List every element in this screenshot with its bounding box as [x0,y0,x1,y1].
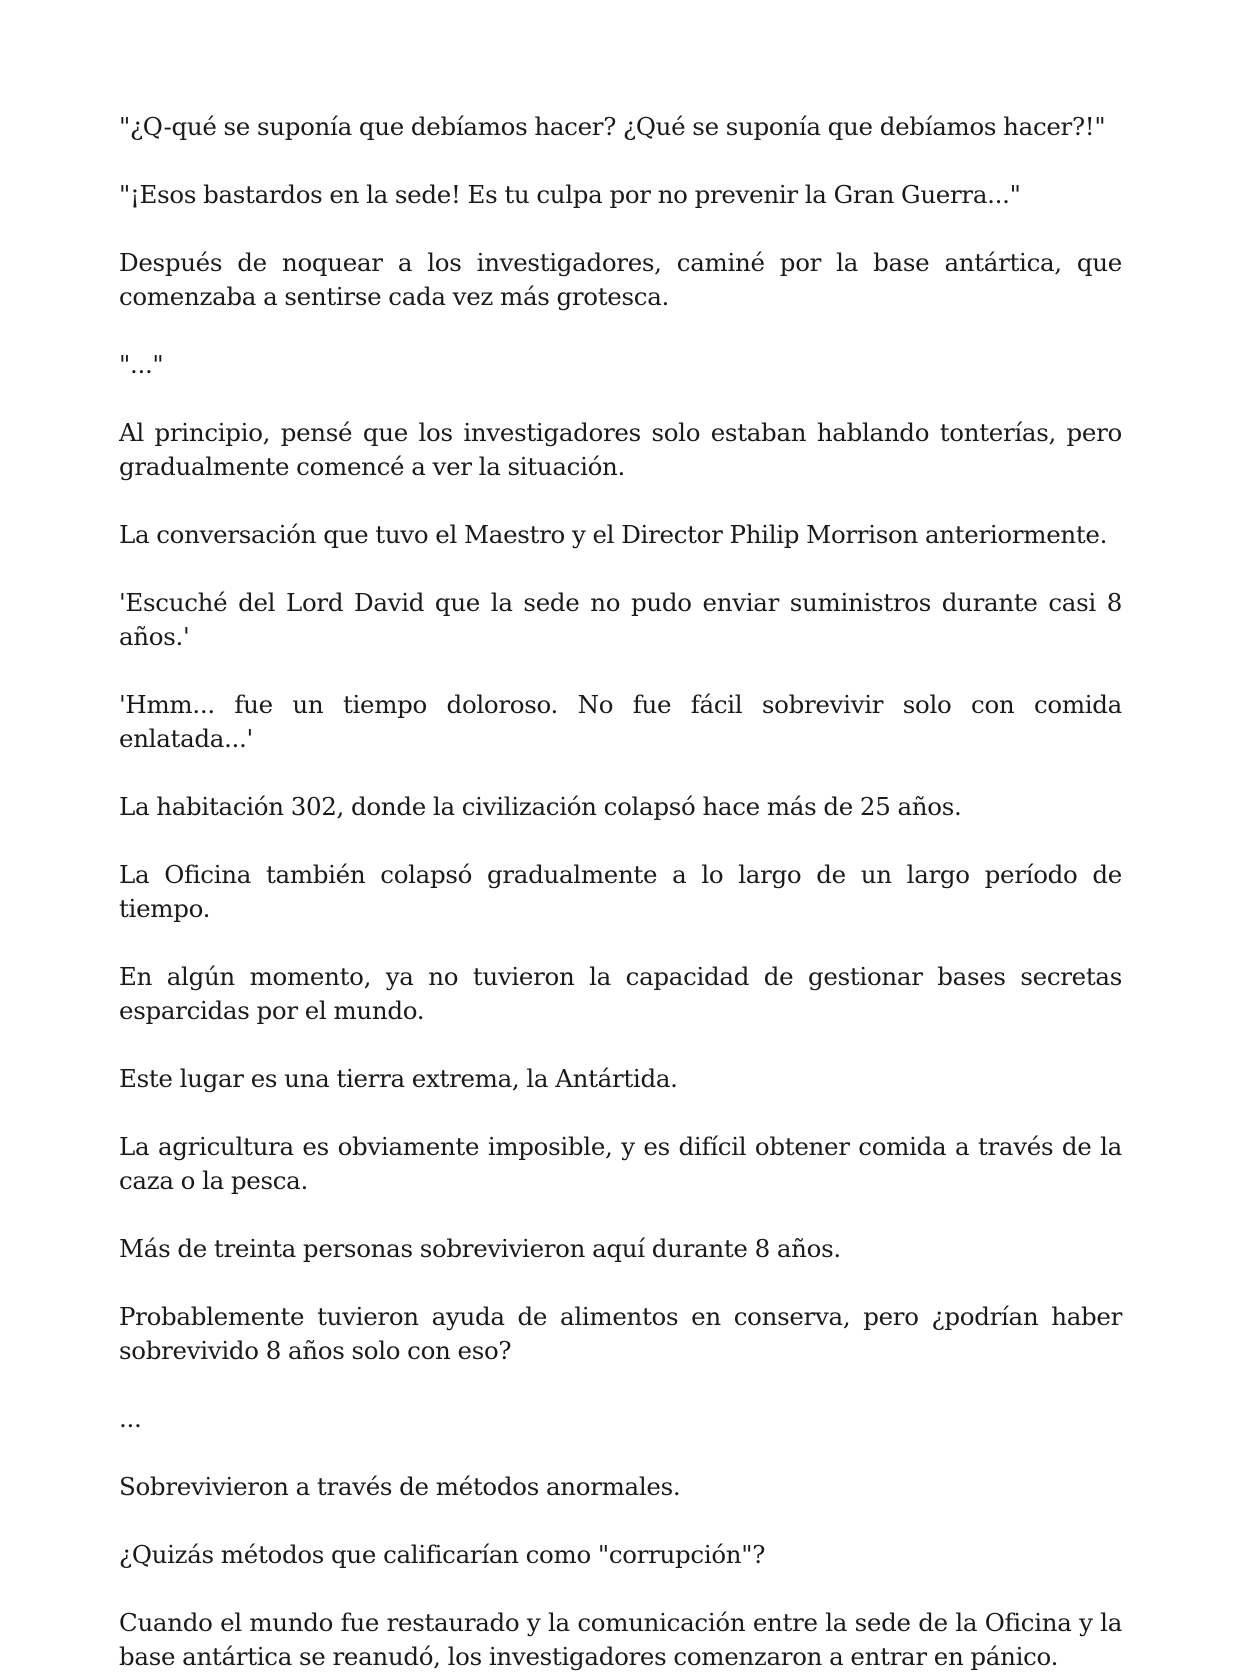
paragraph-18: ¿Quizás métodos que calificarían como "corrupción"? [119,1540,766,1569]
paragraph-15: Probablemente tuvieron ayuda de alimentos en conserva, pero ¿podrían haber sobrevivido 8 años solo con eso? [119,1302,1122,1365]
paragraph-3: Después de noquear a los investigadores, caminé por la base antártica, que comenzaba a sentirse cada vez más grotesca. [119,248,1122,311]
paragraph-16: ... [119,1404,142,1433]
paragraph-17: Sobrevivieron a través de métodos anormales. [119,1472,681,1501]
paragraph-1: "¿Q-qué se suponía que debíamos hacer? ¿Qué se suponía que debíamos hacer?!" [119,112,1106,141]
paragraph-10: La Oficina también colapsó gradualmente a lo largo de un largo período de tiempo. [119,860,1122,923]
paragraph-14: Más de treinta personas sobrevivieron aquí durante 8 años. [119,1234,841,1263]
paragraph-5: Al principio, pensé que los investigadores solo estaban hablando tonterías, pero gradualmente comencé a ver la situación. [119,418,1122,481]
paragraph-4: "..." [119,350,164,379]
paragraph-7: 'Escuché del Lord David que la sede no pudo enviar suministros durante casi 8 años.' [119,588,1122,651]
paragraph-9: La habitación 302, donde la civilización colapsó hace más de 25 años. [119,792,962,821]
paragraph-6: La conversación que tuvo el Maestro y el Director Philip Morrison anteriormente. [119,520,1108,549]
document-body [119,110,1122,1674]
paragraph-2: "¡Esos bastardos en la sede! Es tu culpa por no prevenir la Gran Guerra..." [119,180,1021,209]
paragraph-11: En algún momento, ya no tuvieron la capacidad de gestionar bases secretas esparcidas por el mundo. [119,962,1122,1025]
paragraph-13: La agricultura es obviamente imposible, y es difícil obtener comida a través de la caza o la pesca. [119,1132,1122,1195]
paragraph-19: Cuando el mundo fue restaurado y la comunicación entre la sede de la Oficina y la base antártica se reanudó, los investigadores comenzaron a entrar en pánico. [119,1608,1122,1671]
paragraph-8: 'Hmm... fue un tiempo doloroso. No fue fácil sobrevivir solo con comida enlatada...' [119,690,1122,753]
paragraph-12: Este lugar es una tierra extrema, la Antártida. [119,1064,678,1093]
